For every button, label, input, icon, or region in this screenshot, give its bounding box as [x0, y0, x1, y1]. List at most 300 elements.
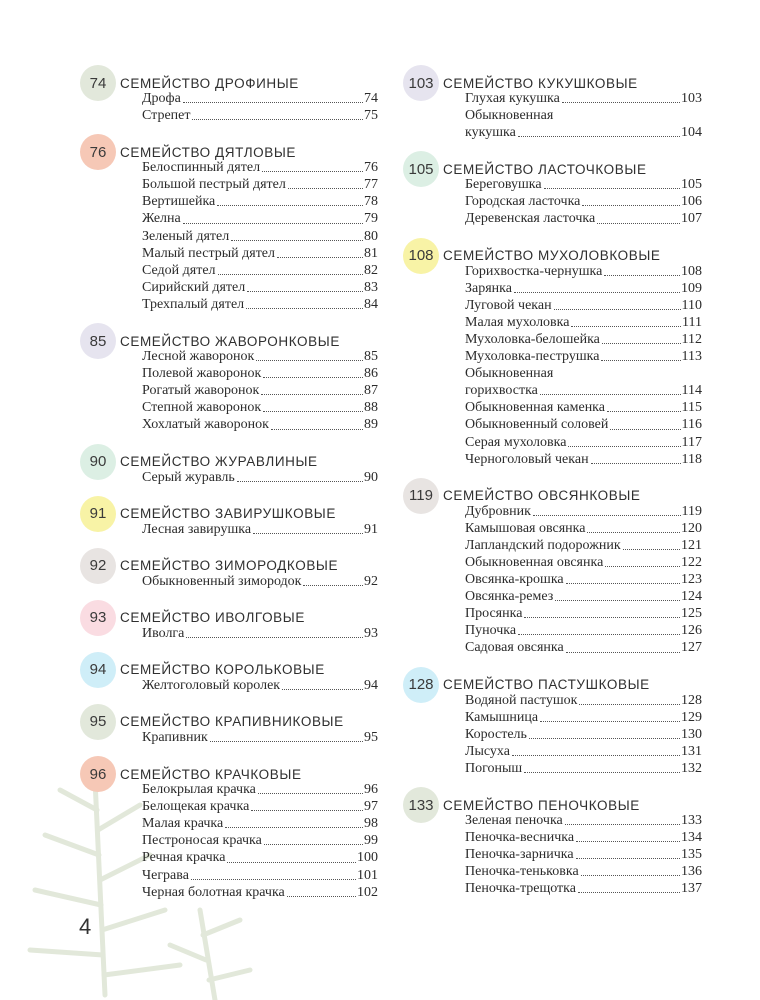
page-number: 4 — [79, 914, 92, 939]
species-page-number: 124 — [681, 589, 702, 605]
species-entry[interactable] — [142, 296, 378, 313]
species-entry[interactable] — [465, 280, 702, 297]
species-entry[interactable] — [465, 263, 702, 280]
species-entry[interactable] — [465, 399, 702, 416]
family-page-badge[interactable]: 76 — [80, 134, 116, 170]
species-entry[interactable] — [142, 90, 378, 107]
dot-leader — [571, 326, 681, 327]
dot-leader — [568, 446, 680, 447]
species-list — [142, 729, 378, 746]
species-list — [465, 176, 702, 227]
dot-leader — [186, 637, 363, 638]
species-name: Черная болотная крачка — [142, 884, 285, 900]
species-page-number: 117 — [681, 434, 702, 450]
species-page-number: 75 — [364, 108, 378, 124]
species-name: Зеленый дятел — [142, 228, 230, 244]
species-entry[interactable] — [465, 588, 702, 605]
dot-leader — [518, 634, 680, 635]
species-entry[interactable] — [142, 849, 378, 866]
species-name: Береговушка — [465, 177, 542, 193]
species-name: Степной жаворонок — [142, 400, 262, 416]
family-section — [401, 479, 702, 657]
species-entry[interactable] — [465, 331, 702, 348]
species-page-number: 77 — [364, 177, 378, 193]
species-name: Обыкновенный зимородок — [142, 573, 302, 589]
family-title[interactable]: СЕМЕЙСТВО ДРОФИНЫЕ — [120, 75, 299, 91]
species-name: Садовая овсянка — [465, 640, 564, 656]
family-section — [78, 445, 378, 486]
species-name: Глухая кукушка — [465, 91, 560, 106]
dot-leader — [554, 309, 681, 310]
species-name: Белощекая крачка — [142, 799, 250, 815]
family-page-badge[interactable]: 119 — [403, 478, 439, 514]
dot-leader — [524, 617, 680, 618]
family-page-badge[interactable]: 93 — [80, 600, 116, 636]
species-name: горихвостка — [465, 383, 538, 399]
species-entry[interactable] — [142, 245, 378, 262]
species-entry[interactable] — [465, 726, 702, 743]
species-entry[interactable] — [142, 382, 378, 399]
species-name: Овсянка-ремез — [465, 589, 554, 605]
dot-leader — [271, 429, 363, 430]
species-entry[interactable] — [465, 692, 702, 709]
dot-leader — [287, 896, 356, 897]
dot-leader — [602, 343, 681, 344]
species-entry[interactable] — [465, 622, 702, 639]
species-list — [142, 677, 378, 694]
family-page-badge[interactable]: 92 — [80, 548, 116, 584]
dot-leader — [264, 844, 363, 845]
species-name: Просянка — [465, 606, 523, 622]
dot-leader — [227, 862, 356, 863]
family-section — [78, 135, 378, 313]
species-entry[interactable] — [465, 760, 702, 777]
family-title[interactable]: СЕМЕЙСТВО ЖУРАВЛИНЫЕ — [120, 454, 318, 469]
species-page-number: 86 — [364, 366, 378, 382]
species-name: Малая мухоловка — [465, 314, 570, 330]
species-page-number: 122 — [681, 554, 702, 570]
species-name: Пеночка-зарничка — [465, 847, 574, 863]
dot-leader — [555, 600, 680, 601]
family-title[interactable]: СЕМЕЙСТВО МУХОЛОВКОВЫЕ — [443, 248, 661, 264]
species-entry[interactable] — [142, 521, 378, 538]
species-name: Рогатый жаворонок — [142, 383, 260, 399]
species-page-number: 88 — [364, 400, 378, 416]
species-page-number: 108 — [681, 263, 702, 279]
species-entry[interactable] — [142, 884, 378, 901]
species-page-number: 121 — [681, 537, 702, 553]
species-name: Городская ласточка — [465, 194, 581, 210]
species-entry[interactable] — [142, 677, 378, 694]
species-page-number: 106 — [681, 194, 702, 210]
dot-leader — [247, 291, 363, 292]
species-name: Зарянка — [465, 280, 512, 296]
species-name: Большой пестрый дятел — [142, 177, 286, 193]
dot-leader — [263, 411, 363, 412]
dot-leader — [191, 879, 356, 880]
species-page-number: 125 — [681, 606, 702, 622]
species-name: кукушка — [465, 125, 516, 141]
species-page-number: 128 — [681, 692, 702, 708]
species-page-number: 113 — [681, 349, 702, 365]
family-title[interactable]: СЕМЕЙСТВО ЛАСТОЧКОВЫЕ — [443, 161, 647, 177]
species-name: Полевой жаворонок — [142, 366, 262, 382]
species-name: Седой дятел — [142, 262, 216, 278]
species-entry[interactable] — [465, 863, 702, 880]
species-list — [142, 348, 378, 433]
species-entry[interactable] — [142, 279, 378, 296]
family-section — [78, 66, 378, 124]
dot-leader — [277, 257, 363, 258]
family-title[interactable]: СЕМЕЙСТВО ИВОЛГОВЫЕ — [120, 610, 305, 626]
family-title[interactable]: СЕМЕЙСТВО ДЯТЛОВЫЕ — [120, 144, 297, 160]
species-entry[interactable] — [142, 729, 378, 746]
species-entry[interactable] — [465, 124, 702, 141]
species-page-number: 85 — [364, 349, 378, 365]
species-entry[interactable] — [142, 625, 378, 642]
family-page-badge[interactable]: 128 — [403, 667, 439, 703]
species-entry[interactable] — [465, 829, 702, 846]
family-title[interactable]: СЕМЕЙСТВО КРАЧКОВЫЕ — [120, 766, 302, 782]
species-name: Стрепет — [142, 108, 191, 124]
species-page-number: 76 — [364, 160, 378, 176]
species-name: Дубровник — [465, 503, 531, 519]
dot-leader — [288, 188, 363, 189]
family-section — [401, 66, 702, 141]
species-entry[interactable] — [142, 573, 378, 590]
species-name: Иволга — [142, 625, 185, 641]
species-entry[interactable] — [465, 451, 702, 468]
species-name: Пеночка-теньковка — [465, 864, 579, 880]
species-entry[interactable] — [465, 743, 702, 760]
species-entry[interactable] — [465, 812, 702, 829]
species-page-number: 137 — [681, 881, 702, 897]
species-page-number: 115 — [681, 400, 702, 416]
dot-leader — [524, 772, 680, 773]
species-name: Зеленая пеночка — [465, 813, 563, 828]
species-page-number: 102 — [357, 884, 378, 900]
species-name: Лысуха — [465, 743, 510, 759]
family-title[interactable]: СЕМЕЙСТВО ПЕНОЧКОВЫЕ — [443, 797, 640, 813]
family-page-badge[interactable]: 91 — [80, 496, 116, 532]
dot-leader — [607, 411, 681, 412]
species-entry[interactable] — [465, 709, 702, 726]
family-title[interactable]: СЕМЕЙСТВО ЗАВИРУШКОВЫЕ — [120, 506, 336, 522]
species-name: Серая мухоловка — [465, 434, 567, 450]
dot-leader — [218, 274, 363, 275]
dot-leader — [303, 585, 363, 586]
dot-leader — [512, 755, 680, 756]
dot-leader — [183, 223, 363, 224]
family-section — [78, 757, 378, 901]
dot-leader — [533, 515, 681, 516]
species-entry[interactable] — [465, 90, 702, 107]
species-list — [465, 503, 702, 657]
family-section — [401, 788, 702, 897]
species-page-number: 120 — [681, 520, 702, 536]
species-name: Желтоголовый королек — [142, 677, 281, 693]
species-page-number: 92 — [364, 573, 378, 589]
dot-leader — [253, 533, 363, 534]
species-page-number: 96 — [364, 782, 378, 798]
dot-leader — [282, 689, 363, 690]
species-entry[interactable] — [465, 605, 702, 622]
family-section — [78, 705, 378, 746]
species-entry[interactable] — [465, 571, 702, 588]
species-list — [465, 692, 702, 777]
species-entry[interactable] — [465, 193, 702, 210]
species-name: Белоспинный дятел — [142, 160, 261, 176]
dot-leader — [192, 119, 363, 120]
dot-leader — [217, 205, 363, 206]
family-section — [78, 653, 378, 694]
species-name: Трехпалый дятел — [142, 296, 245, 312]
species-name: Пеночка-весничка — [465, 830, 575, 846]
species-entry[interactable] — [465, 297, 702, 314]
species-name: Обыкновенная овсянка — [465, 554, 604, 570]
dot-leader — [578, 892, 680, 893]
dot-leader — [246, 308, 363, 309]
species-name: Пуночка — [465, 623, 517, 639]
dot-leader — [262, 171, 363, 172]
species-page-number: 78 — [364, 194, 378, 210]
family-page-badge[interactable]: 108 — [403, 238, 439, 274]
species-page-number: 116 — [681, 417, 702, 433]
dot-leader — [210, 741, 363, 742]
dot-leader — [258, 793, 363, 794]
species-name: Желна — [142, 211, 181, 227]
family-section — [78, 549, 378, 590]
family-title[interactable]: СЕМЕЙСТВО КУКУШКОВЫЕ — [443, 75, 638, 91]
species-entry[interactable] — [142, 107, 378, 124]
species-page-number: 109 — [681, 280, 702, 296]
toc-right-column — [401, 66, 702, 908]
dot-leader — [514, 292, 680, 293]
species-name: Водяной пастушок — [465, 692, 578, 708]
dot-leader — [604, 275, 680, 276]
family-title[interactable]: СЕМЕЙСТВО ОВСЯНКОВЫЕ — [443, 488, 641, 504]
species-name: Пестроносая крачка — [142, 833, 262, 849]
species-name: Мухоловка-пеструшка — [465, 349, 600, 365]
species-page-number: 105 — [681, 177, 702, 193]
dot-leader — [231, 240, 363, 241]
species-name: Овсянка-крошка — [465, 572, 564, 588]
species-entry[interactable] — [142, 262, 378, 279]
family-page-badge[interactable]: 96 — [80, 756, 116, 792]
species-page-number: 136 — [681, 864, 702, 880]
dot-leader — [605, 566, 680, 567]
species-entry[interactable] — [465, 314, 702, 331]
family-section — [78, 497, 378, 538]
family-section — [401, 668, 702, 777]
species-page-number: 81 — [364, 245, 378, 261]
species-entry[interactable] — [142, 867, 378, 884]
species-name: Серый журавль — [142, 469, 235, 485]
species-page-number: 84 — [364, 296, 378, 312]
species-entry[interactable] — [465, 554, 702, 571]
dot-leader — [251, 810, 363, 811]
species-page-number: 83 — [364, 279, 378, 295]
dot-leader — [576, 858, 680, 859]
species-list — [142, 90, 378, 124]
species-entry[interactable] — [142, 193, 378, 210]
species-name[interactable]: Обыкновенная — [465, 366, 554, 382]
species-entry[interactable] — [142, 781, 378, 798]
species-name: Малый пестрый дятел — [142, 245, 276, 261]
species-name: Пеночка-трещотка — [465, 881, 576, 897]
species-entry[interactable] — [142, 416, 378, 433]
dot-leader — [623, 549, 680, 550]
species-page-number: 130 — [681, 726, 702, 742]
species-name: Малая крачка — [142, 816, 224, 832]
species-list — [465, 90, 702, 141]
dot-leader — [540, 721, 680, 722]
dot-leader — [529, 738, 680, 739]
species-page-number: 91 — [364, 521, 378, 537]
species-name: Обыкновенная каменка — [465, 400, 605, 416]
species-page-number: 118 — [681, 451, 702, 467]
species-list — [465, 812, 702, 897]
species-name: Белокрылая крачка — [142, 782, 256, 798]
species-name: Крапивник — [142, 729, 208, 745]
species-entry[interactable] — [142, 832, 378, 849]
family-section — [401, 239, 702, 468]
dot-leader — [562, 102, 680, 103]
species-entry[interactable] — [142, 210, 378, 227]
species-page-number: 80 — [364, 228, 378, 244]
species-page-number: 89 — [364, 417, 378, 433]
species-list — [142, 159, 378, 313]
species-name: Камышница — [465, 709, 539, 725]
species-entry[interactable] — [465, 176, 702, 193]
species-page-number: 134 — [681, 830, 702, 846]
species-entry[interactable] — [142, 176, 378, 193]
species-entry[interactable] — [465, 416, 702, 433]
species-list — [142, 781, 378, 901]
family-page-badge[interactable]: 94 — [80, 652, 116, 688]
dot-leader — [183, 102, 363, 103]
species-entry[interactable] — [465, 880, 702, 897]
species-name: Горихвостка-чернушка — [465, 263, 603, 279]
dot-leader — [263, 377, 363, 378]
family-section — [401, 152, 702, 227]
species-page-number: 82 — [364, 262, 378, 278]
dot-leader — [581, 875, 680, 876]
species-name: Дрофа — [142, 91, 181, 106]
species-entry[interactable] — [142, 399, 378, 416]
dot-leader — [597, 223, 680, 224]
species-list — [465, 263, 702, 468]
dot-leader — [540, 394, 681, 395]
dot-leader — [587, 532, 680, 533]
species-entry[interactable] — [465, 537, 702, 554]
family-page-badge[interactable]: 74 — [80, 65, 116, 101]
species-entry[interactable] — [465, 520, 702, 537]
species-page-number: 95 — [364, 729, 378, 745]
family-section — [78, 324, 378, 433]
species-name[interactable]: Обыкновенная — [465, 108, 554, 124]
family-title[interactable]: СЕМЕЙСТВО КОРОЛЬКОВЫЕ — [120, 662, 325, 678]
species-name: Лесной жаворонок — [142, 349, 255, 365]
species-page-number: 133 — [681, 813, 702, 828]
species-entry[interactable] — [142, 469, 378, 486]
species-name: Черноголовый чекан — [465, 451, 589, 467]
toc-left-column — [78, 66, 378, 912]
species-page-number: 98 — [364, 816, 378, 832]
species-page-number: 119 — [681, 503, 702, 519]
species-page-number: 90 — [364, 469, 378, 485]
family-title[interactable]: СЕМЕЙСТВО ЖАВОРОНКОВЫЕ — [120, 333, 340, 349]
species-name: Речная крачка — [142, 850, 226, 866]
family-page-badge[interactable]: 105 — [403, 151, 439, 187]
family-page-badge[interactable]: 85 — [80, 323, 116, 359]
family-page-badge[interactable]: 103 — [403, 65, 439, 101]
species-page-number: 79 — [364, 211, 378, 227]
species-entry[interactable] — [465, 639, 702, 656]
dot-leader — [566, 583, 680, 584]
family-title[interactable]: СЕМЕЙСТВО КРАПИВНИКОВЫЕ — [120, 714, 344, 730]
species-name: Коростель — [465, 726, 527, 742]
species-entry[interactable] — [465, 503, 702, 520]
species-list — [142, 469, 378, 486]
species-entry[interactable] — [465, 382, 702, 399]
species-name: Мухоловка-белошейка — [465, 331, 600, 347]
dot-leader — [225, 827, 363, 828]
species-page-number: 87 — [364, 383, 378, 399]
species-page-number: 129 — [681, 709, 702, 725]
species-page-number: 135 — [681, 847, 702, 863]
species-entry[interactable] — [142, 159, 378, 176]
species-entry[interactable] — [142, 228, 378, 245]
family-title[interactable]: СЕМЕЙСТВО ЗИМОРОДКОВЫЕ — [120, 558, 339, 574]
species-entry[interactable] — [465, 210, 702, 227]
species-page-number: 123 — [681, 572, 702, 588]
species-page-number: 97 — [364, 799, 378, 815]
species-name: Чеграва — [142, 867, 189, 883]
species-name: Погоныш — [465, 760, 523, 776]
species-list — [142, 625, 378, 642]
species-name: Лапландский подорожник — [465, 537, 621, 553]
species-name: Вертишейка — [142, 194, 216, 210]
species-name: Камышовая овсянка — [465, 520, 586, 536]
dot-leader — [566, 652, 680, 653]
species-page-number: 110 — [681, 297, 702, 313]
species-page-number: 111 — [682, 314, 702, 330]
species-name: Луговой чекан — [465, 297, 552, 313]
species-page-number: 107 — [681, 211, 702, 227]
family-section — [78, 601, 378, 642]
species-page-number: 103 — [681, 91, 702, 106]
species-page-number: 126 — [681, 623, 702, 639]
species-entry[interactable] — [142, 348, 378, 365]
species-name: Хохлатый жаворонок — [142, 417, 269, 433]
family-title[interactable]: СЕМЕЙСТВО ПАСТУШКОВЫЕ — [443, 677, 650, 693]
family-page-badge[interactable]: 90 — [80, 444, 116, 480]
family-page-badge[interactable]: 95 — [80, 704, 116, 740]
species-entry[interactable] — [465, 348, 702, 365]
family-page-badge[interactable]: 133 — [403, 787, 439, 823]
species-entry[interactable] — [142, 798, 378, 815]
dot-leader — [601, 360, 680, 361]
species-entry[interactable] — [142, 365, 378, 382]
species-entry[interactable] — [142, 815, 378, 832]
species-page-number: 93 — [364, 625, 378, 641]
species-page-number: 99 — [364, 833, 378, 849]
species-page-number: 112 — [681, 331, 702, 347]
dot-leader — [565, 824, 680, 825]
species-entry[interactable] — [465, 434, 702, 451]
species-entry[interactable] — [465, 846, 702, 863]
